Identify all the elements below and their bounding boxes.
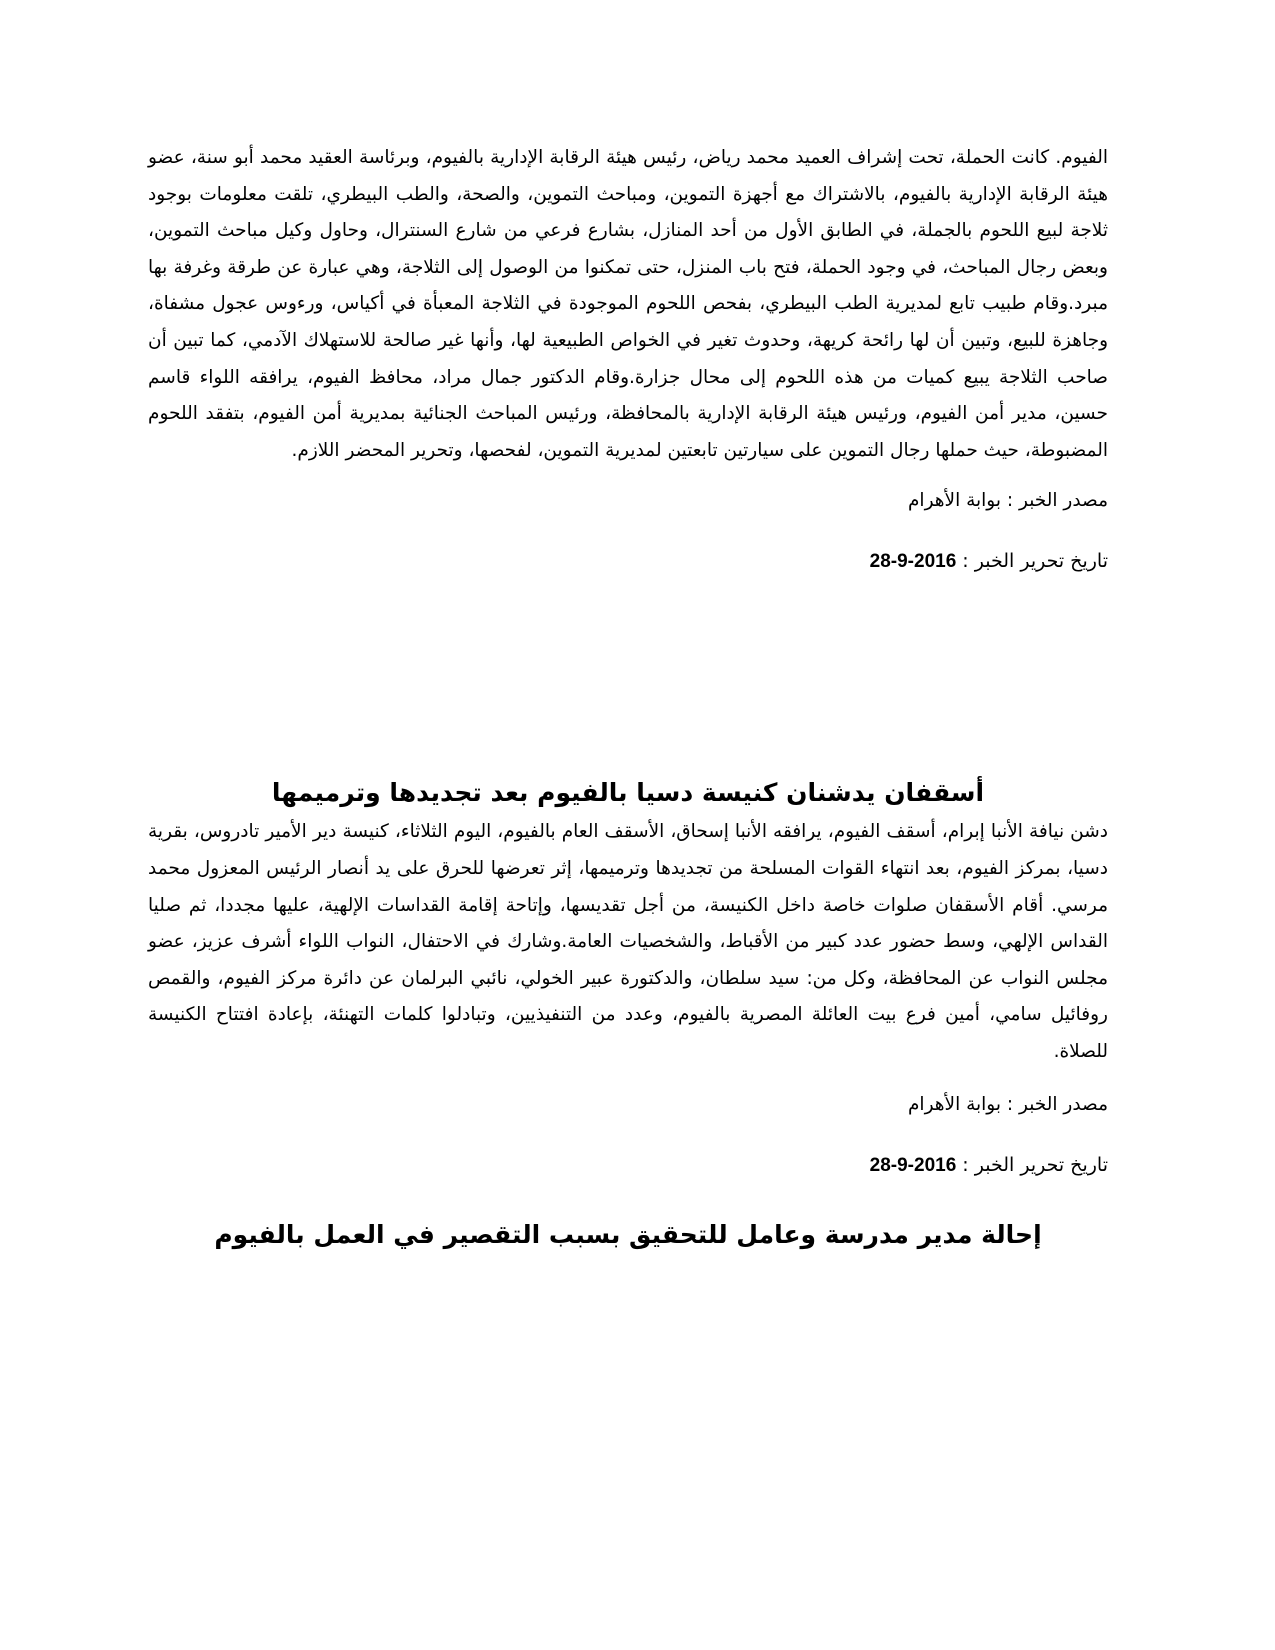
article-1: [148, 140, 1108, 576]
article-2-date-label: تاريخ تحرير الخبر :: [956, 1153, 1108, 1176]
article-1-source: مصدر الخبر : بوابة الأهرام: [907, 490, 1108, 512]
article-1-date-label: تاريخ تحرير الخبر :: [956, 550, 1108, 573]
article-2-source: مصدر الخبر : بوابة الأهرام: [907, 1093, 1108, 1115]
article-2: [148, 776, 1108, 1179]
article-3: [148, 1218, 1108, 1252]
article-2-headline: أسقفان يدشنان كنيسة دسيا بالفيوم بعد تجديدها وترميمها: [271, 778, 985, 808]
article-2-date-value: 28-9-2016: [869, 1154, 957, 1176]
article-2-date: [148, 1151, 1108, 1180]
article-1-body: الفيوم. كانت الحملة، تحت إشراف العميد محمد رياض، رئيس هيئة الرقابة الإدارية بالفيوم، وبرئاسة العقيد محمد أبو سنة، عضو هيئة الرقابة الإدارية بالفيوم، بالاشتراك مع أجهزة التموين، ومباحث التموين، والصحة، والطب البيطري، تلقت معلومات بوجود ثلاجة لبيع اللحوم بالجملة، في الطابق الأول من أحد المنازل، بشارع فرعي من شارع السنترال، وحاول وكيل مباحث التموين، وبعض رجال المباحث، في وجود الحملة، فتح باب المنزل، حتى تمكنوا من الوصول إلى الثلاجة، وهي عبارة عن طرقة وغرفة بها مبرد.وقام طبيب تابع لمديرية الطب البيطري، بفحص اللحوم الموجودة في الثلاجة المعبأة في أكياس، ورءوس عجول مشفاة، وجاهزة للبيع، وتبين أن لها رائحة كريهة، وحدوث تغير في الخواص الطبيعية لها، وأنها غير صالحة للاستهلاك الآدمي، كما تبين أن صاحب الثلاجة يبيع كميات من هذه اللحوم إلى محال جزارة.وقام الدكتور جمال مراد، محافظ الفيوم، يرافقه اللواء قاسم حسين، مدير أمن الفيوم، ورئيس هيئة الرقابة الإدارية بالمحافظة، ورئيس المباحث الجنائية بمديرية أمن الفيوم، بتفقد اللحوم المضبوطة، حيث حملها رجال التموين على سيارتين تابعتين لمديرية التموين، لفحصها، وتحرير المحضر اللازم.: [148, 147, 1108, 461]
document-page: [148, 140, 1108, 1252]
article-1-date-value: 28-9-2016: [869, 551, 957, 573]
article-1-date: [148, 547, 1108, 576]
article-2-body: دشن نيافة الأنبا إبرام، أسقف الفيوم، يرافقه الأنبا إسحاق، الأسقف العام بالفيوم، اليوم الثلاثاء، كنيسة دير الأمير تادروس، بقرية دسيا، بمركز الفيوم، بعد انتهاء القوات المسلحة من تجديدها وترميمها، إثر تعرضها للحرق على يد أنصار الرئيس المعزول محمد مرسي. أقام الأسقفان صلوات خاصة داخل الكنيسة، من أجل تقديسها، وإتاحة إقامة القداسات الإلهية، عليها مجددا، ثم صليا القداس الإلهي، وسط حضور عدد كبير من الأقباط، والشخصيات العامة.وشارك في الاحتفال، النواب اللواء أشرف عزيز، عضو مجلس النواب عن المحافظة، وكل من: سيد سلطان، والدكتورة عبير الخولي، نائبي البرلمان عن دائرة مركز الفيوم، والقمص روفائيل سامي، أمين فرع بيت العائلة المصرية بالفيوم، وعدد من التنفيذيين، وتبادلوا كلمات التهنئة، بإعادة افتتاح الكنيسة للصلاة.: [148, 821, 1108, 1062]
article-3-headline: إحالة مدير مدرسة وعامل للتحقيق بسبب التقصير في العمل بالفيوم: [214, 1219, 1042, 1249]
